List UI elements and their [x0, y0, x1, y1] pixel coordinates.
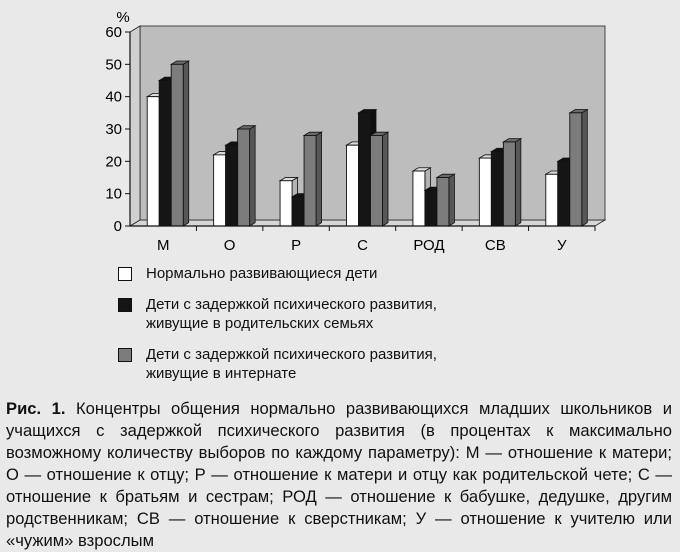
bar-О-3 [238, 126, 256, 226]
x-tick-labels [157, 237, 567, 254]
bar-front [437, 178, 449, 227]
bar-С-3 [371, 132, 389, 226]
bar-front [304, 135, 316, 226]
bar-front [371, 135, 383, 226]
bar-front [503, 142, 515, 226]
bar-side [316, 132, 322, 226]
bar-front [226, 145, 238, 226]
bar-front [147, 97, 159, 226]
x-tick-label: РОД [413, 237, 445, 254]
y-tick-label: 60 [105, 24, 122, 41]
bar-front [159, 81, 171, 227]
bar-М-3 [171, 61, 189, 226]
bar-front [413, 171, 425, 226]
legend-swatch-gray [118, 348, 132, 362]
y-tick-label: 30 [105, 121, 122, 138]
figure-number: Рис. 1. [6, 399, 66, 418]
y-axis-unit-label: % [116, 9, 130, 26]
legend-item-family [118, 295, 558, 333]
bar-side [383, 132, 389, 226]
bar-front [546, 174, 558, 226]
bar-front [292, 197, 304, 226]
bar-СВ-3 [503, 139, 520, 226]
x-tick-label: С [357, 237, 368, 254]
bar-front [479, 158, 491, 226]
bar-У-3 [570, 110, 588, 226]
y-tick-label: 10 [105, 185, 122, 203]
y-tick-label: 0 [113, 218, 122, 235]
x-tick-label: Р [291, 237, 302, 254]
bar-front [171, 64, 183, 226]
bar-chart [0, 0, 680, 260]
plot-side-wall [130, 26, 140, 226]
x-tick-label: У [557, 237, 567, 254]
bar-front [347, 145, 359, 226]
bar-front [280, 181, 292, 226]
bar-front [491, 152, 503, 226]
bar-side [515, 139, 521, 226]
y-tick-label: 40 [105, 88, 122, 106]
legend-label: Дети с задержкой психического развития, живущие в родительских семьях [146, 296, 437, 332]
bar-front [425, 190, 437, 226]
bar-front [359, 113, 371, 226]
bar-РОД-3 [437, 174, 455, 226]
bar-front [558, 161, 570, 226]
legend-item-boarding [118, 345, 558, 383]
legend-label: Нормально развивающиеся дети [146, 265, 378, 282]
x-tick-label: СВ [484, 237, 506, 254]
bar-front [214, 155, 226, 226]
y-tick-label: 20 [105, 153, 122, 171]
y-tick-label: 50 [105, 56, 122, 74]
x-tick-label: М [156, 237, 170, 254]
figure-caption [6, 398, 672, 552]
bar-front [238, 129, 250, 226]
figure-caption-text: Концентры общения нормально развивающихся младших школьников и учащихся с задержкой психического развития (в процентах к максимально возможному количеству выборов по каждому параметру): М — отношение к матери; О — отношение к отцу; Р — отношение к матери и отцу как родительской чете; С — отношение к братьям и сестрам; РОД — отношение к бабушке, дедушке, другим родственникам; СВ — отношение к сверстникам; У — отношение к учителю или «чужим» взрослым [6, 399, 672, 550]
chart-legend [118, 264, 558, 395]
bar-front [570, 113, 582, 226]
bar-side [183, 61, 189, 226]
legend-label: Дети с задержкой психического развития, живущие в интернате [146, 346, 437, 382]
legend-swatch-white [118, 267, 132, 281]
y-tick-labels [105, 24, 122, 235]
bar-side [250, 126, 256, 226]
legend-item-normal [118, 264, 558, 283]
legend-swatch-black [118, 298, 132, 312]
bar-side [449, 174, 455, 226]
bar-Р-3 [304, 132, 322, 226]
x-tick-label: О [223, 237, 236, 254]
bar-side [582, 110, 588, 226]
